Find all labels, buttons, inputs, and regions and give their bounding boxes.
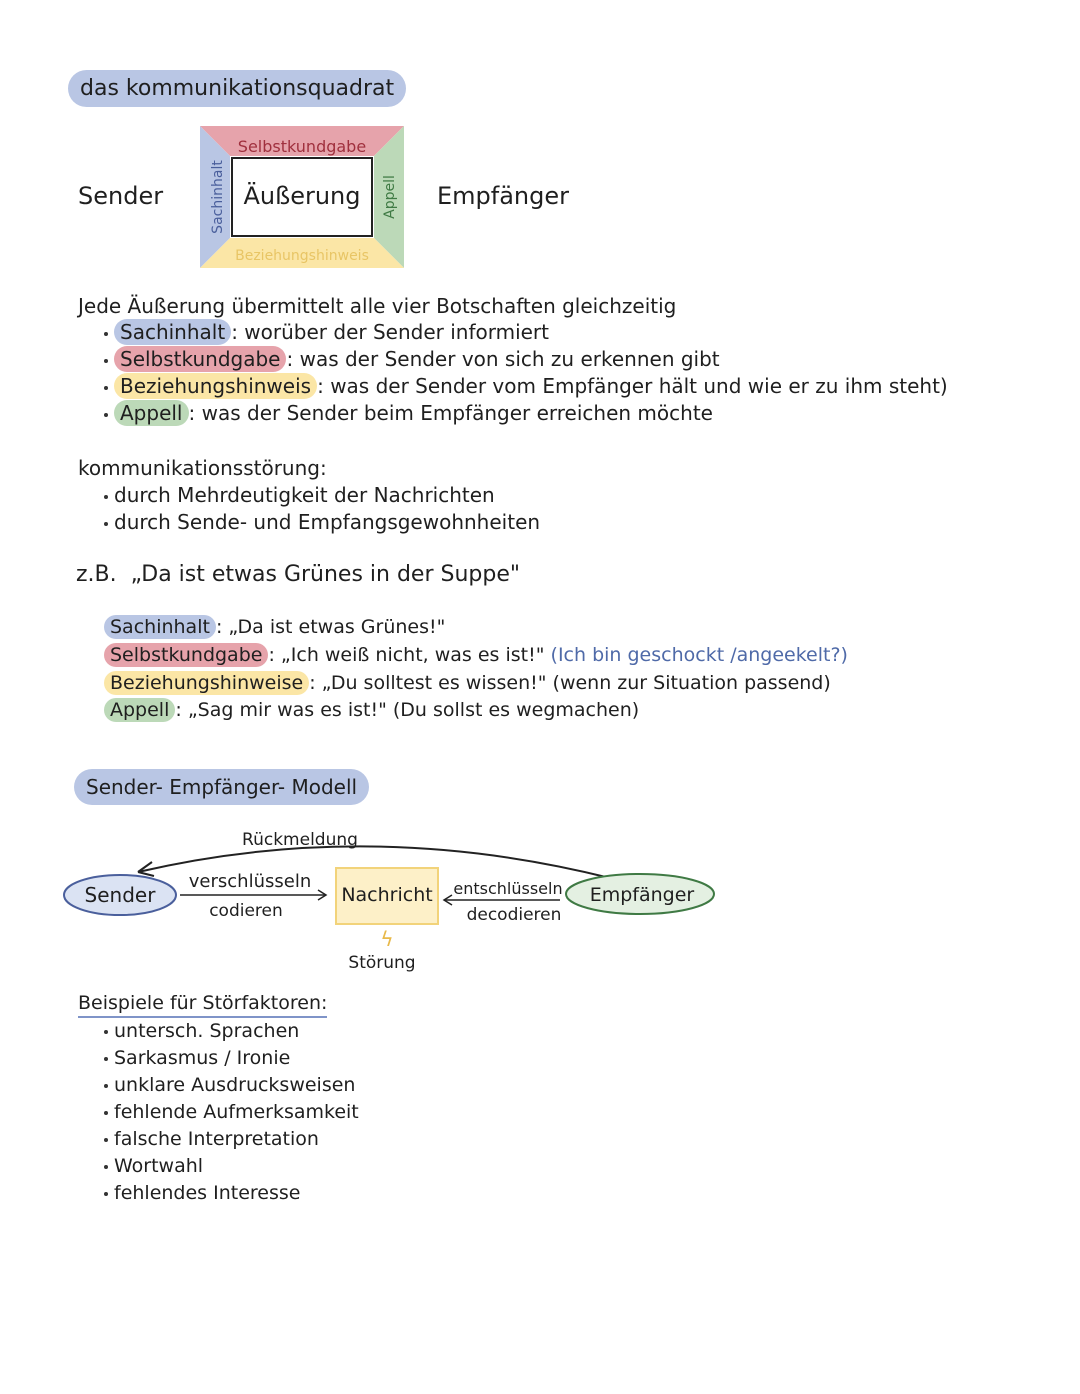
term-badge: Selbstkundgabe (104, 643, 268, 667)
rueckmeldung-label: Rückmeldung (242, 830, 358, 850)
section-title-quadrat: das kommunikationsquadrat (68, 70, 406, 107)
stoerfaktor-item (104, 1128, 319, 1150)
term-badge: Appell (114, 400, 189, 426)
lightning-icon: ϟ (380, 927, 394, 951)
definition-row (104, 347, 720, 371)
stoerfaktor-text: untersch. Sprachen (114, 1020, 300, 1042)
example-row-text: „Du solltest es wissen!" (wenn zur Situation passend) (321, 672, 831, 694)
example-label: z.B. (76, 562, 117, 587)
section-title-modell: Sender- Empfänger- Modell (74, 769, 369, 805)
stoerfaktor-text: fehlendes Interesse (114, 1182, 301, 1204)
stoerfaktor-item (104, 1182, 300, 1204)
bullet (104, 1192, 108, 1196)
empfaenger-label: Empfänger (589, 884, 695, 906)
quadrat-sender-label: Sender (78, 182, 164, 210)
codieren-label: codieren (209, 901, 283, 921)
stoerfaktor-text: Wortwahl (114, 1155, 204, 1177)
bullet (104, 1084, 108, 1088)
stoerfaktor-text: falsche Interpretation (114, 1128, 319, 1150)
bullet (104, 1057, 108, 1061)
term-badge: Sachinhalt (104, 615, 216, 639)
stoerfaktor-text: fehlende Aufmerksamkeit (114, 1101, 359, 1123)
separator: : (309, 672, 316, 694)
separator: : (188, 401, 196, 425)
bullet (104, 1030, 108, 1034)
stoerfaktor-item (104, 1020, 299, 1042)
quadrat-empfaenger-label: Empfänger (437, 182, 570, 210)
nachricht-label: Nachricht (341, 884, 433, 906)
term-badge: Appell (104, 698, 175, 722)
stoerfaktor-text: Sarkasmus / Ironie (114, 1047, 291, 1069)
bullet (104, 1138, 108, 1142)
stoerung-item-text: durch Mehrdeutigkeit der Nachrichten (114, 483, 495, 507)
stoerung-label: Störung (348, 953, 416, 973)
example-line (76, 562, 520, 587)
separator: : (268, 644, 275, 666)
sender-empfaenger-diagram (60, 820, 740, 990)
entschluesseln-label: entschlüsseln (453, 879, 563, 898)
example-row-text: „Da ist etwas Grünes!" (228, 616, 446, 638)
stoerfaktor-text: unklare Ausdrucksweisen (114, 1074, 356, 1096)
separator: : (215, 616, 223, 638)
communication-square (200, 126, 404, 268)
bullet (104, 359, 108, 363)
verschluesseln-label: verschlüsseln (188, 871, 312, 892)
stoerfaktor-item (104, 1155, 203, 1177)
sender-label: Sender (84, 883, 156, 907)
definition-text: was der Sender beim Empfänger erreichen möchte (201, 401, 713, 425)
stoerung-item (104, 510, 540, 534)
separator: : (317, 374, 324, 398)
example-row (104, 699, 639, 721)
square-bottom-text: Beziehungshinweis (235, 248, 369, 264)
bullet (104, 1165, 108, 1169)
definition-text: was der Sender von sich zu erkennen gibt (299, 347, 720, 371)
term-badge: Selbstkundgabe (114, 346, 286, 372)
bullet (104, 332, 108, 336)
separator: : (286, 347, 294, 371)
stoerfaktor-item (104, 1101, 359, 1123)
example-quote: „Da ist etwas Grünes in der Suppe" (130, 562, 521, 587)
definition-text: was der Sender vom Empfänger hält und wie er zu ihm steht) (330, 374, 948, 398)
decodieren-label: decodieren (466, 905, 562, 925)
square-center-text: Äußerung (243, 182, 361, 210)
square-left-text: Sachinhalt (210, 160, 226, 234)
term-badge: Beziehungshinweise (104, 671, 309, 695)
example-row (104, 644, 848, 666)
bullet (104, 1111, 108, 1115)
stoerfaktoren-heading: Beispiele für Störfaktoren: (78, 992, 327, 1018)
term-badge: Beziehungshinweis (114, 373, 317, 399)
bullet (104, 495, 108, 499)
term-badge: Sachinhalt (114, 319, 231, 345)
bullet (104, 386, 108, 390)
bullet (104, 413, 108, 417)
stoerung-item-text: durch Sende- und Empfangsgewohnheiten (114, 510, 541, 534)
example-row-text: „Ich weiß nicht, was es ist!" (280, 644, 545, 666)
separator: : (231, 320, 238, 344)
example-row-note: (Ich bin geschockt /angeekelt?) (550, 644, 848, 666)
stoerung-heading: kommunikationsstörung: (78, 456, 327, 480)
definition-text: worüber der Sender informiert (244, 320, 549, 344)
example-row (104, 616, 445, 638)
intro-text: Jede Äußerung übermittelt alle vier Botschaften gleichzeitig (78, 294, 677, 318)
example-row (104, 672, 831, 694)
stoerfaktor-item (104, 1074, 355, 1096)
definition-row (104, 401, 713, 425)
stoerfaktor-item (104, 1047, 290, 1069)
definition-row (104, 320, 549, 344)
square-right-text: Appell (382, 175, 398, 219)
stoerung-item (104, 483, 495, 507)
square-top-text: Selbstkundgabe (237, 137, 367, 156)
example-row-text: „Sag mir was es ist!" (Du sollst es wegmachen) (187, 699, 640, 721)
separator: : (175, 699, 182, 721)
bullet (104, 522, 108, 526)
definition-row (104, 374, 948, 398)
